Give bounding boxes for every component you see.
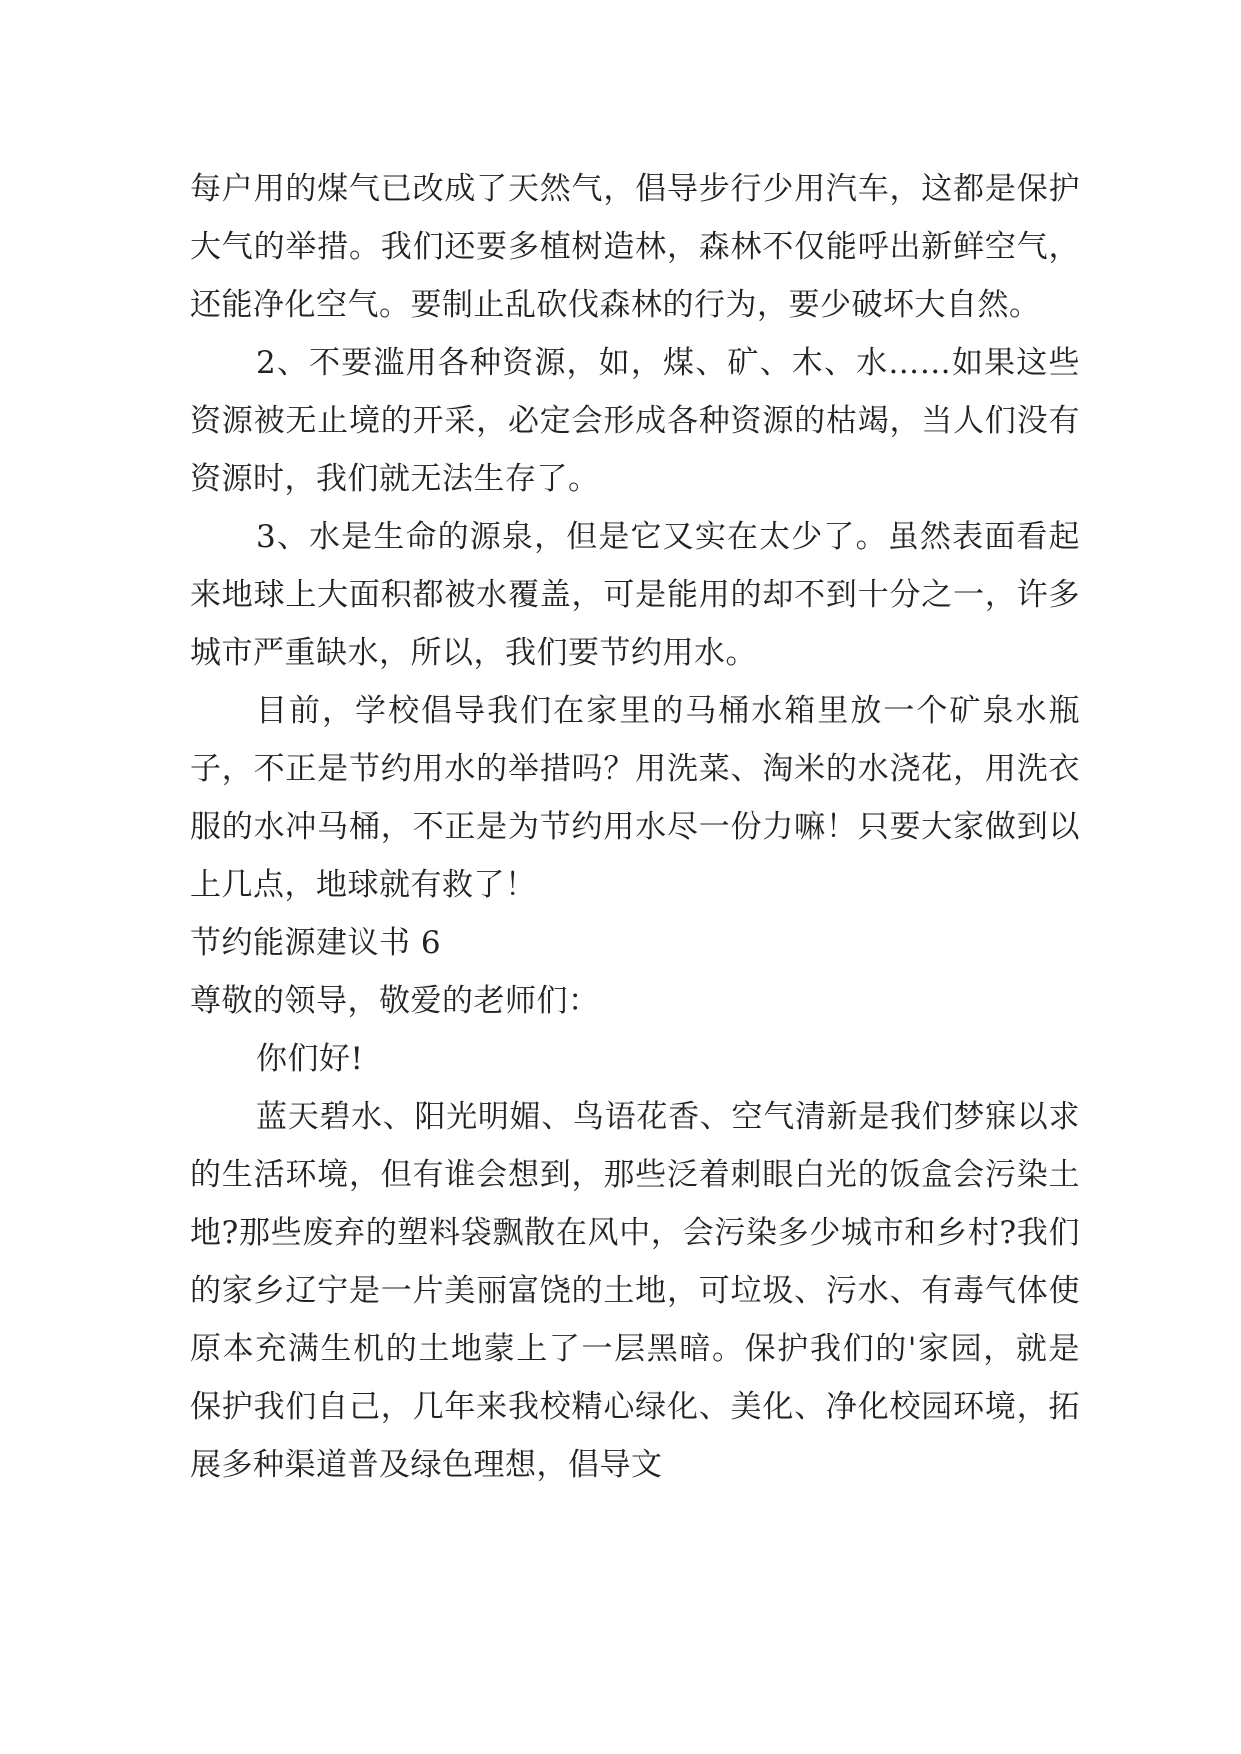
- paragraph-resources: 2、不要滥用各种资源，如，煤、矿、木、水……如果这些资源被无止境的开采，必定会形成各种资源的枯竭，当人们没有资源时，我们就无法生存了。: [190, 345, 1080, 497]
- paragraph-continued: 每户用的煤气已改成了天然气，倡导步行少用汽车，这都是保护大气的举措。我们还要多植树造林，森林不仅能呼出新鲜空气，还能净化空气。要制止乱砍伐森林的行为，要少破坏大自然。: [190, 171, 1080, 323]
- salutation: 尊敬的领导，敬爱的老师们：: [190, 983, 600, 1019]
- section-title: 节约能源建议书 6: [190, 925, 442, 961]
- paragraph-water: 3、水是生命的源泉，但是它又实在太少了。虽然表面看起来地球上大面积都被水覆盖，可是能用的却不到十分之一，许多城市严重缺水，所以，我们要节约用水。: [190, 519, 1080, 671]
- paragraph-school-initiative: 目前，学校倡导我们在家里的马桶水箱里放一个矿泉水瓶子，不正是节约用水的举措吗？用洗菜、淘米的水浇花，用洗衣服的水冲马桶，不正是为节约用水尽一份力嘛！只要大家做到以上几点，地球就有救了！: [190, 693, 1080, 903]
- document-body: [190, 160, 1080, 1494]
- paragraph-environment: 蓝天碧水、阳光明媚、鸟语花香、空气清新是我们梦寐以求的生活环境，但有谁会想到，那些泛着刺眼白光的饭盒会污染土地?那些废弃的塑料袋飘散在风中，会污染多少城市和乡村?我们的家乡辽宁是一片美丽富饶的土地，可垃圾、污水、有毒气体使原本充满生机的土地蒙上了一层黑暗。保护我们的'家园，就是保护我们自己，几年来我校精心绿化、美化、净化校园环境，拓展多种渠道普及绿色理想，倡导文: [190, 1099, 1080, 1483]
- greeting: 你们好!: [256, 1041, 364, 1077]
